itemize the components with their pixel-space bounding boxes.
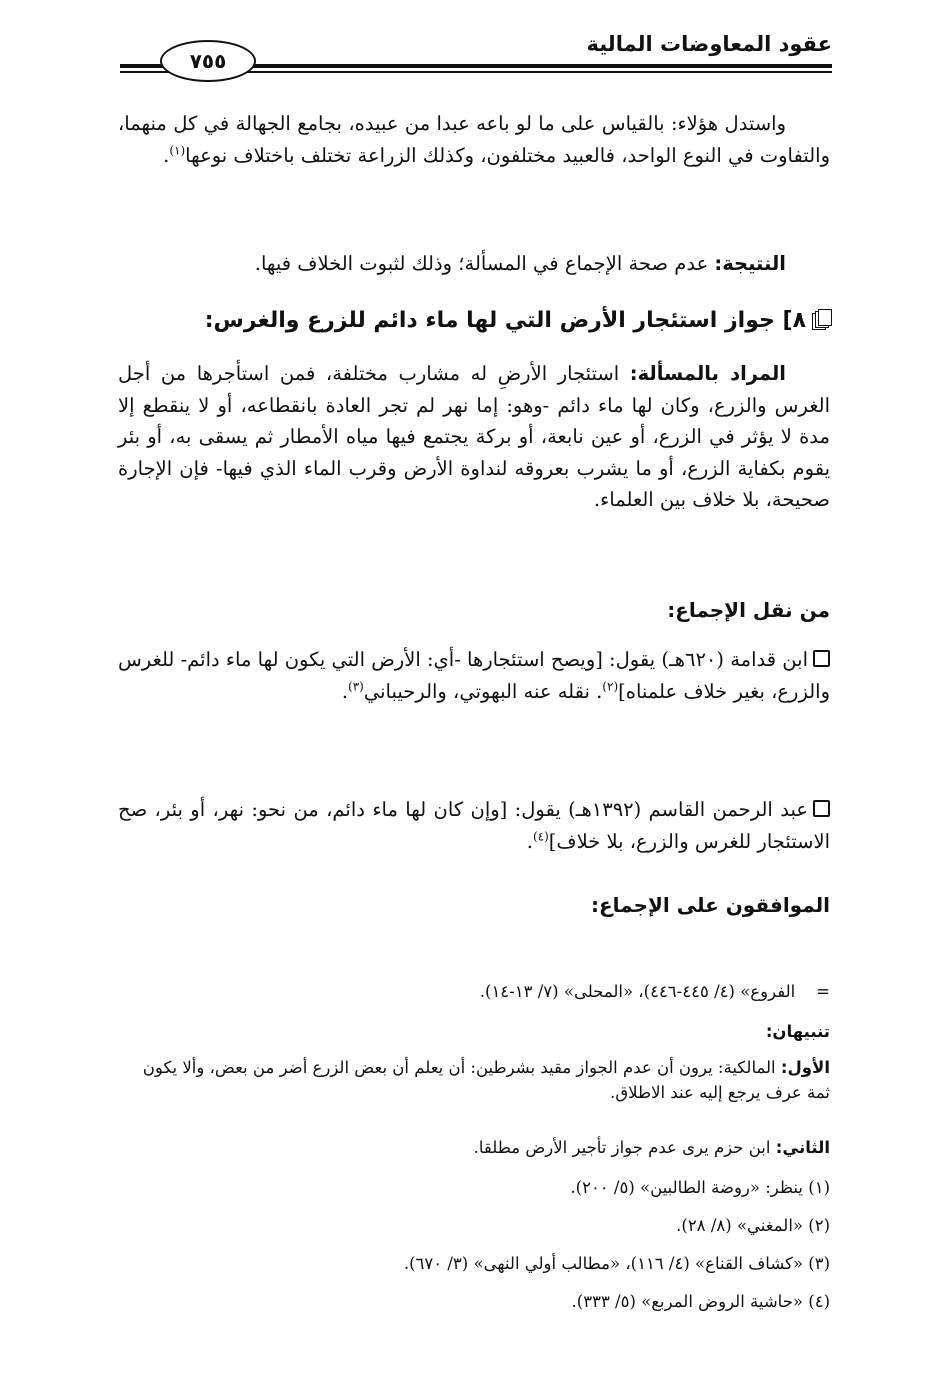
continuation-text: الفروع» (٤/ ٤٤٥-٤٤٦)، «المحلى» (٧/ ١٣-١٤). <box>479 982 796 1001</box>
result-text: عدم صحة الإجماع في المسألة؛ وذلك لثبوت الخلاف فيها. <box>254 252 715 275</box>
footnote-ref-4: (٤) <box>532 829 549 844</box>
notes-label: تنبيهان: <box>765 1022 830 1041</box>
quote2-text: عبد الرحمن القاسم (١٣٩٢هـ) يقول: [وإن كان لها ماء دائم، من نحو: نهر، أو بئر، صح الاستئجار للغرس والزرع، بلا خلاف] <box>118 798 830 853</box>
paragraph-evidence-text: واستدل هؤلاء: بالقياس على ما لو باعه عبدا من عبيده، بجامع الجهالة في كل منهما، والتفاوت في النوع الواحد، فالعبيد مختلفون، وكذلك الزراعة تختلف باختلاف نوعها <box>118 112 830 167</box>
quote-abdulrahman-qasim: عبد الرحمن القاسم (١٣٩٢هـ) يقول: [وإن كان لها ماء دائم، من نحو: نهر، أو بئر، صح الاستئجار للغرس والزرع، بلا خلاف]$^{(٤)}$. <box>118 798 830 853</box>
result-label: النتيجة: <box>714 252 786 275</box>
footnote-ref-1: (١) <box>169 143 186 158</box>
section-heading-text: ٨] جواز استئجار الأرض التي لها ماء دائم للزرع والغرس: <box>204 308 806 333</box>
footnote-3: (٣) «كشاف القناع» (٤/ ١١٦)، «مطالب أولي النهى» (٣/ ٦٧٠). <box>403 1254 830 1273</box>
quote1-tail: . نقله عنه البهوتي، والرحيباني <box>363 679 603 703</box>
checkbox-square-icon <box>813 800 830 817</box>
footnote-1: (١) ينظر: «روضة الطالبين» (٥/ ٢٠٠). <box>570 1178 830 1197</box>
page-number: ٧٥٥ <box>160 40 256 82</box>
footnote-4: (٤) «حاشية الروض المربع» (٥/ ٣٣٣). <box>571 1292 830 1311</box>
second-label: الثاني: <box>775 1138 830 1157</box>
first-text: المالكية: يرون أن عدم الجواز مقيد بشرطين: أن يعلم أن بعض الزرع أضر من بعض، وألا يكون ثمة عرف يرجع إليه عند الاطلاق. <box>142 1058 830 1102</box>
quote1-text: ابن قدامة (٦٢٠هـ) يقول: [ويصح استئجارها -أي: الأرض التي يكون لها ماء دائم- للغرس والزرع، بغير خلاف علمناه] <box>118 648 830 703</box>
result-paragraph <box>118 248 830 280</box>
meaning-text: استئجار الأرضِ له مشارب مختلفة، فمن استأجرها من أجل الغرس والزرع، وكان لها ماء دائم -وهو: إما نهر لم تجر العادة بانقطاعه، أو لا ينقطع إلا مدة لا يؤثر في الزرع، أو عين نابعة، أو بركة يجتمع فيها مياه الأمطار ثم يسقى به، أو بئر يقوم بكفاية الزرع، أو ما يشرب بعروقه لنداوة الأرض وقرب الماء الذي فيها- فإن الإجارة صحيحة، بلا خلاف بين العلماء. <box>118 362 830 512</box>
footnote-first <box>118 1056 830 1106</box>
agreeing-heading: الموافقون على الإجماع: <box>591 893 830 917</box>
documents-icon <box>812 309 830 329</box>
checkbox-square-icon <box>813 650 830 667</box>
first-label: الأول: <box>780 1058 830 1077</box>
footnote-2: (٢) «المغني» (٨/ ٢٨). <box>676 1216 830 1235</box>
page-header <box>120 22 832 82</box>
second-text: ابن حزم يرى عدم جواز تأجير الأرض مطلقا. <box>473 1138 776 1157</box>
meaning-label: المراد بالمسألة: <box>629 362 786 385</box>
footnote-ref-2: (٢) <box>602 679 619 694</box>
section-heading <box>118 308 830 333</box>
continuation-mark: = <box>816 982 830 1001</box>
footnote-continuation <box>118 980 830 1005</box>
quote-ibn-qudama: ابن قدامة (٦٢٠هـ) يقول: [ويصح استئجارها -أي: الأرض التي يكون لها ماء دائم- للغرس والزرع، بغير خلاف علمناه]$^{(٢)}$. نقله عنه البهوتي، والرحيباني$^{(٣)}$. <box>118 648 830 703</box>
meaning-paragraph <box>118 358 830 516</box>
footnote-second <box>118 1136 830 1161</box>
transmission-heading: من نقل الإجماع: <box>667 598 830 622</box>
footnote-ref-3: (٣) <box>348 679 364 694</box>
paragraph-evidence: واستدل هؤلاء: بالقياس على ما لو باعه عبدا من عبيده، بجامع الجهالة في كل منهما، والتفاوت في النوع الواحد، فالعبيد مختلفون، وكذلك الزراعة تختلف باختلاف نوعها$^{(١)}$. <box>118 112 830 167</box>
running-title: عقود المعاوضات المالية <box>586 32 832 56</box>
